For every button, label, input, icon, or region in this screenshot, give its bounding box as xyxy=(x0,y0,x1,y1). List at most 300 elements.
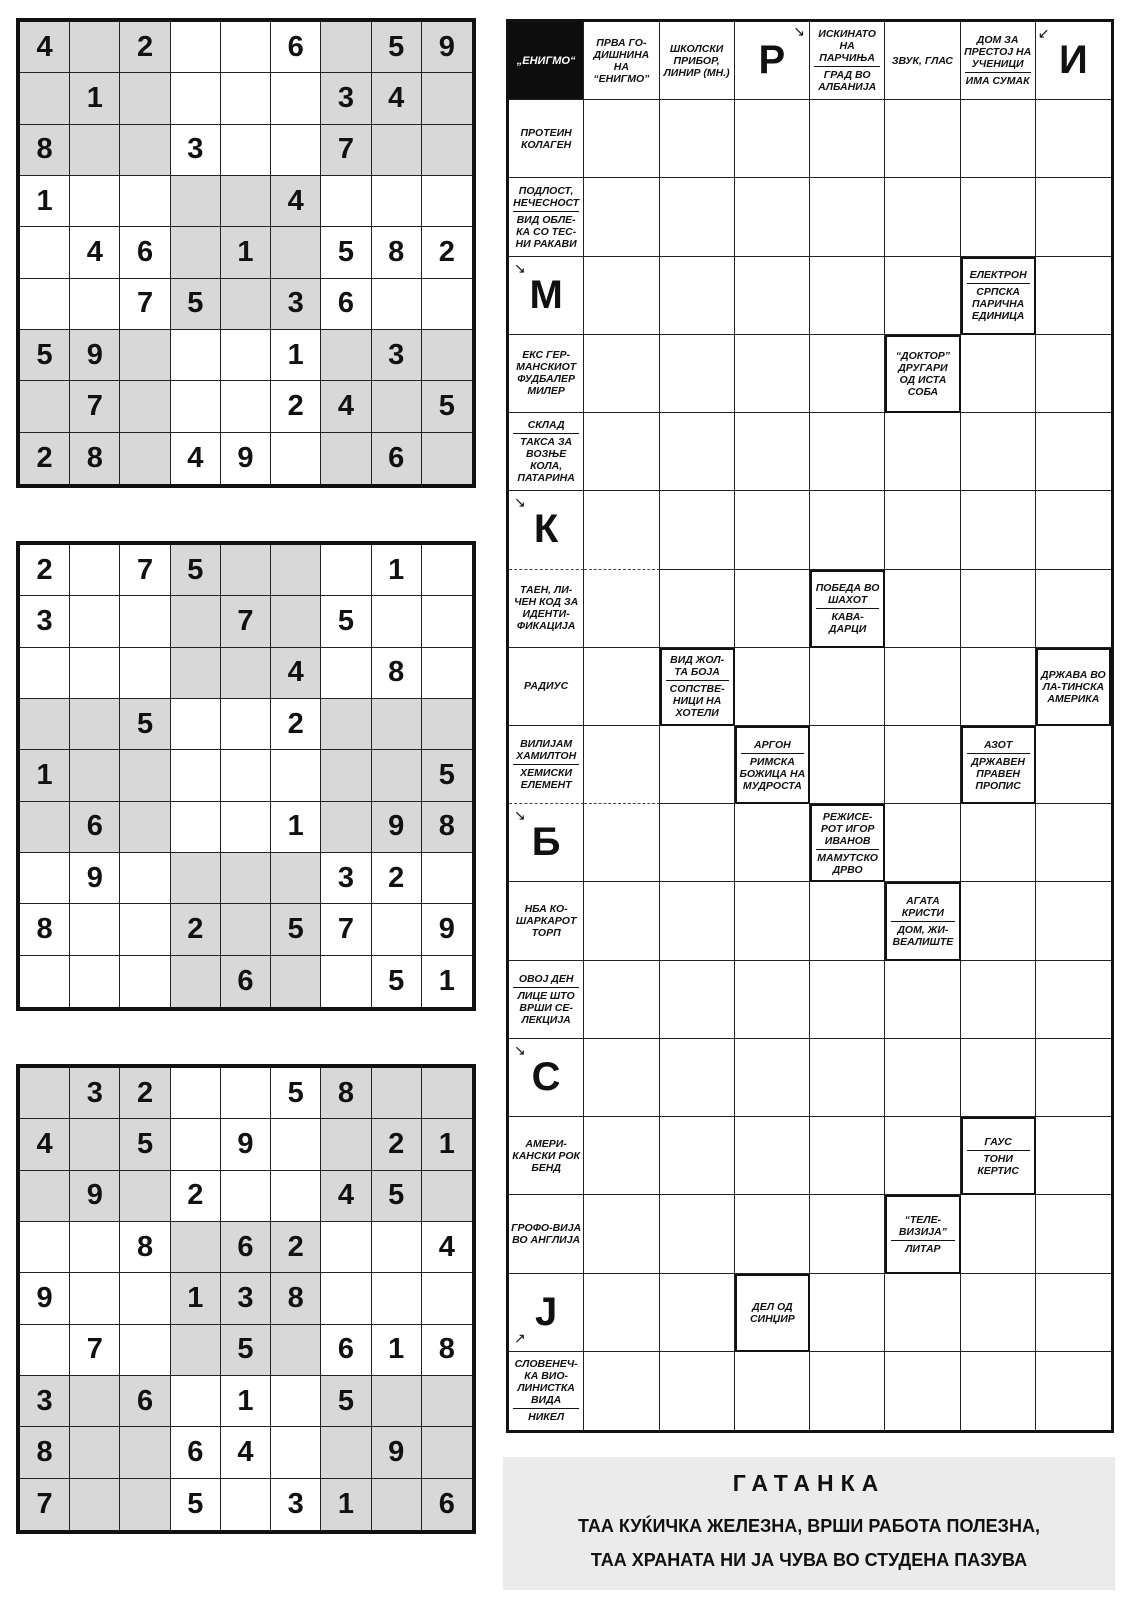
sudoku-cell[interactable]: 6 xyxy=(321,279,371,330)
sudoku-cell[interactable] xyxy=(271,596,321,647)
sudoku-cell[interactable]: 8 xyxy=(422,802,472,853)
sudoku-cell[interactable]: 5 xyxy=(321,227,371,278)
sudoku-cell[interactable]: 5 xyxy=(120,1119,170,1170)
sudoku-cell[interactable] xyxy=(372,1222,422,1273)
answer-cell[interactable] xyxy=(1036,257,1111,335)
sudoku-cell[interactable]: 4 xyxy=(321,1171,371,1222)
answer-cell[interactable] xyxy=(735,178,810,256)
sudoku-cell[interactable] xyxy=(422,699,472,750)
sudoku-cell[interactable]: 2 xyxy=(171,1171,221,1222)
sudoku-cell[interactable] xyxy=(422,853,472,904)
sudoku-cell[interactable]: 6 xyxy=(321,1325,371,1376)
sudoku-cell[interactable]: 4 xyxy=(422,1222,472,1273)
sudoku-cell[interactable] xyxy=(372,1273,422,1324)
answer-cell[interactable] xyxy=(885,257,960,335)
sudoku-cell[interactable]: 3 xyxy=(321,73,371,124)
sudoku-cell[interactable]: 9 xyxy=(221,433,271,484)
sudoku-cell[interactable] xyxy=(120,330,170,381)
sudoku-cell[interactable] xyxy=(20,699,70,750)
answer-cell[interactable] xyxy=(961,570,1036,648)
sudoku-cell[interactable] xyxy=(422,176,472,227)
sudoku-cell[interactable]: 7 xyxy=(70,1325,120,1376)
sudoku-cell[interactable] xyxy=(221,853,271,904)
sudoku-cell[interactable]: 8 xyxy=(372,648,422,699)
answer-cell[interactable] xyxy=(660,335,735,413)
sudoku-cell[interactable]: 5 xyxy=(321,1376,371,1427)
sudoku-cell[interactable] xyxy=(20,1171,70,1222)
sudoku-cell[interactable] xyxy=(70,699,120,750)
sudoku-cell[interactable] xyxy=(422,125,472,176)
answer-cell[interactable] xyxy=(810,1352,885,1430)
sudoku-cell[interactable]: 2 xyxy=(20,545,70,596)
sudoku-cell[interactable] xyxy=(120,596,170,647)
photo-cell[interactable] xyxy=(584,100,659,178)
answer-cell[interactable] xyxy=(961,335,1036,413)
sudoku-cell[interactable]: 2 xyxy=(271,381,321,432)
sudoku-cell[interactable]: 2 xyxy=(20,433,70,484)
answer-cell[interactable] xyxy=(1036,882,1111,960)
answer-cell[interactable] xyxy=(1036,1117,1111,1195)
photo-cell[interactable] xyxy=(584,1117,659,1195)
sudoku-cell[interactable]: 9 xyxy=(372,1427,422,1478)
sudoku-cell[interactable]: 8 xyxy=(422,1325,472,1376)
sudoku-cell[interactable] xyxy=(171,853,221,904)
sudoku-cell[interactable]: 2 xyxy=(422,227,472,278)
sudoku-cell[interactable] xyxy=(20,1325,70,1376)
sudoku-cell[interactable]: 6 xyxy=(221,1222,271,1273)
answer-cell[interactable] xyxy=(1036,1352,1111,1430)
sudoku-cell[interactable]: 6 xyxy=(70,802,120,853)
answer-cell[interactable] xyxy=(961,1352,1036,1430)
answer-cell[interactable] xyxy=(660,570,735,648)
sudoku-cell[interactable]: 6 xyxy=(171,1427,221,1478)
answer-cell[interactable] xyxy=(885,491,960,569)
answer-cell[interactable] xyxy=(885,804,960,882)
sudoku-cell[interactable]: 9 xyxy=(422,904,472,955)
sudoku-cell[interactable]: 8 xyxy=(20,904,70,955)
answer-cell[interactable] xyxy=(885,1039,960,1117)
sudoku-cell[interactable]: 5 xyxy=(321,596,371,647)
sudoku-cell[interactable] xyxy=(120,904,170,955)
sudoku-cell[interactable] xyxy=(120,381,170,432)
sudoku-cell[interactable] xyxy=(70,1273,120,1324)
answer-cell[interactable] xyxy=(810,413,885,491)
sudoku-cell[interactable]: 7 xyxy=(321,904,371,955)
sudoku-cell[interactable]: 3 xyxy=(321,853,371,904)
sudoku-cell[interactable]: 2 xyxy=(271,1222,321,1273)
sudoku-cell[interactable] xyxy=(422,596,472,647)
sudoku-cell[interactable]: 9 xyxy=(70,853,120,904)
sudoku-cell[interactable]: 6 xyxy=(120,1376,170,1427)
sudoku-cell[interactable] xyxy=(120,433,170,484)
sudoku-cell[interactable] xyxy=(422,433,472,484)
sudoku-cell[interactable] xyxy=(321,1273,371,1324)
answer-cell[interactable] xyxy=(961,804,1036,882)
sudoku-cell[interactable]: 7 xyxy=(120,545,170,596)
sudoku-cell[interactable] xyxy=(171,176,221,227)
sudoku-cell[interactable] xyxy=(171,1068,221,1119)
answer-cell[interactable] xyxy=(961,1195,1036,1273)
sudoku-cell[interactable] xyxy=(70,22,120,73)
answer-cell[interactable] xyxy=(810,1274,885,1352)
answer-cell[interactable] xyxy=(660,491,735,569)
answer-cell[interactable] xyxy=(735,1039,810,1117)
sudoku-cell[interactable] xyxy=(372,381,422,432)
sudoku-cell[interactable] xyxy=(422,1068,472,1119)
sudoku-cell[interactable] xyxy=(20,802,70,853)
sudoku-cell[interactable] xyxy=(120,1325,170,1376)
sudoku-cell[interactable]: 3 xyxy=(271,1479,321,1530)
sudoku-cell[interactable]: 4 xyxy=(372,73,422,124)
sudoku-cell[interactable] xyxy=(20,381,70,432)
sudoku-cell[interactable] xyxy=(221,381,271,432)
sudoku-cell[interactable] xyxy=(70,545,120,596)
answer-cell[interactable] xyxy=(1036,1274,1111,1352)
answer-cell[interactable] xyxy=(961,491,1036,569)
sudoku-cell[interactable] xyxy=(171,381,221,432)
answer-cell[interactable] xyxy=(660,1195,735,1273)
sudoku-cell[interactable] xyxy=(20,73,70,124)
sudoku-cell[interactable]: 3 xyxy=(171,125,221,176)
sudoku-cell[interactable] xyxy=(120,1171,170,1222)
sudoku-cell[interactable] xyxy=(422,279,472,330)
sudoku-cell[interactable]: 9 xyxy=(70,1171,120,1222)
sudoku-cell[interactable]: 6 xyxy=(271,22,321,73)
sudoku-cell[interactable] xyxy=(321,1119,371,1170)
photo-cell[interactable] xyxy=(584,257,659,335)
answer-cell[interactable] xyxy=(660,413,735,491)
sudoku-cell[interactable]: 1 xyxy=(372,1325,422,1376)
sudoku-cell[interactable] xyxy=(271,1376,321,1427)
answer-cell[interactable] xyxy=(1036,961,1111,1039)
sudoku-cell[interactable]: 5 xyxy=(171,1479,221,1530)
sudoku-cell[interactable]: 1 xyxy=(221,227,271,278)
sudoku-cell[interactable] xyxy=(120,802,170,853)
answer-cell[interactable] xyxy=(810,882,885,960)
sudoku-cell[interactable]: 5 xyxy=(20,330,70,381)
answer-cell[interactable] xyxy=(810,1117,885,1195)
sudoku-cell[interactable]: 5 xyxy=(271,1068,321,1119)
answer-cell[interactable] xyxy=(735,1352,810,1430)
answer-cell[interactable] xyxy=(1036,726,1111,804)
sudoku-cell[interactable]: 1 xyxy=(438,964,455,997)
sudoku-cell[interactable] xyxy=(70,1479,120,1530)
sudoku-cell[interactable] xyxy=(221,699,271,750)
sudoku-cell[interactable] xyxy=(20,227,70,278)
sudoku-cell[interactable] xyxy=(422,1376,472,1427)
answer-cell[interactable] xyxy=(961,178,1036,256)
sudoku-cell[interactable] xyxy=(221,750,271,801)
sudoku-cell[interactable] xyxy=(20,648,70,699)
sudoku-cell[interactable]: 4 xyxy=(20,1119,70,1170)
answer-cell[interactable] xyxy=(885,570,960,648)
sudoku-cell[interactable] xyxy=(372,904,422,955)
sudoku-cell[interactable]: 9 xyxy=(372,802,422,853)
sudoku-cell[interactable] xyxy=(422,1427,472,1478)
answer-cell[interactable] xyxy=(885,726,960,804)
sudoku-cell[interactable] xyxy=(271,853,321,904)
sudoku-cell[interactable] xyxy=(171,956,221,1007)
sudoku-cell[interactable] xyxy=(321,648,371,699)
answer-cell[interactable] xyxy=(885,648,960,726)
sudoku-cell[interactable]: 1 xyxy=(271,802,321,853)
answer-cell[interactable] xyxy=(660,257,735,335)
sudoku-cell[interactable]: 9 xyxy=(70,330,120,381)
sudoku-cell[interactable]: 8 xyxy=(20,1427,70,1478)
answer-cell[interactable] xyxy=(885,413,960,491)
sudoku-cell[interactable] xyxy=(221,648,271,699)
sudoku-cell[interactable]: 1 xyxy=(422,1119,472,1170)
answer-cell[interactable] xyxy=(735,100,810,178)
sudoku-cell[interactable]: 8 xyxy=(70,433,120,484)
sudoku-cell[interactable] xyxy=(171,750,221,801)
sudoku-cell[interactable] xyxy=(171,227,221,278)
sudoku-cell[interactable]: 6 xyxy=(372,433,422,484)
answer-cell[interactable] xyxy=(660,961,735,1039)
answer-cell[interactable] xyxy=(735,961,810,1039)
answer-cell[interactable] xyxy=(660,1352,735,1430)
answer-cell[interactable] xyxy=(660,178,735,256)
answer-cell[interactable] xyxy=(885,178,960,256)
sudoku-cell[interactable] xyxy=(20,956,70,1007)
answer-cell[interactable] xyxy=(961,1274,1036,1352)
sudoku-cell[interactable] xyxy=(120,956,170,1007)
answer-cell[interactable] xyxy=(735,491,810,569)
answer-cell[interactable] xyxy=(660,726,735,804)
sudoku-cell[interactable] xyxy=(120,73,170,124)
sudoku-cell[interactable] xyxy=(20,853,70,904)
sudoku-cell[interactable]: 7 xyxy=(20,1479,70,1530)
sudoku-cell[interactable] xyxy=(120,750,170,801)
sudoku-cell[interactable]: 5 xyxy=(221,1325,271,1376)
sudoku-cell[interactable]: 9 xyxy=(221,1119,271,1170)
sudoku-cell[interactable]: 4 xyxy=(171,433,221,484)
sudoku-cell[interactable]: 6 xyxy=(422,1479,472,1530)
sudoku-cell[interactable] xyxy=(171,596,221,647)
answer-cell[interactable] xyxy=(735,648,810,726)
answer-cell[interactable] xyxy=(885,1274,960,1352)
sudoku-cell[interactable] xyxy=(221,22,271,73)
answer-cell[interactable] xyxy=(1036,570,1111,648)
sudoku-cell[interactable]: 6 xyxy=(221,956,271,1007)
sudoku-cell[interactable]: 3 xyxy=(20,1376,70,1427)
photo-cell[interactable] xyxy=(584,1352,659,1430)
sudoku-cell[interactable] xyxy=(321,1427,371,1478)
sudoku-cell[interactable] xyxy=(271,545,321,596)
sudoku-cell[interactable]: 4 xyxy=(20,22,70,73)
answer-cell[interactable] xyxy=(961,648,1036,726)
sudoku-cell[interactable] xyxy=(372,125,422,176)
sudoku-cell[interactable] xyxy=(120,1479,170,1530)
sudoku-cell[interactable] xyxy=(171,1325,221,1376)
photo-cell[interactable] xyxy=(584,1274,659,1352)
photo-cell[interactable] xyxy=(584,413,659,491)
answer-cell[interactable] xyxy=(735,413,810,491)
photo-cell[interactable] xyxy=(584,335,659,413)
sudoku-cell[interactable]: 3 xyxy=(70,1068,120,1119)
sudoku-cell[interactable] xyxy=(20,1222,70,1273)
photo-cell[interactable] xyxy=(584,726,659,804)
sudoku-cell[interactable]: 7 xyxy=(321,125,371,176)
sudoku-cell[interactable] xyxy=(372,699,422,750)
sudoku-cell[interactable] xyxy=(171,330,221,381)
answer-cell[interactable] xyxy=(735,335,810,413)
answer-cell[interactable] xyxy=(810,1195,885,1273)
sudoku-cell[interactable] xyxy=(70,176,120,227)
answer-cell[interactable] xyxy=(961,100,1036,178)
sudoku-cell[interactable] xyxy=(221,176,271,227)
sudoku-cell[interactable]: 1 xyxy=(271,330,321,381)
sudoku-cell[interactable]: 3 xyxy=(20,596,70,647)
sudoku-cell[interactable]: 1 xyxy=(372,545,422,596)
sudoku-cell[interactable]: 5 xyxy=(422,381,472,432)
answer-cell[interactable] xyxy=(660,882,735,960)
sudoku-cell[interactable]: 5 xyxy=(422,750,472,801)
sudoku-cell[interactable] xyxy=(120,853,170,904)
sudoku-cell[interactable] xyxy=(171,1222,221,1273)
sudoku-cell[interactable] xyxy=(372,1479,422,1530)
sudoku-cell[interactable] xyxy=(171,1376,221,1427)
sudoku-cell[interactable] xyxy=(271,1171,321,1222)
sudoku-cell[interactable] xyxy=(120,125,170,176)
answer-cell[interactable] xyxy=(810,648,885,726)
answer-cell[interactable] xyxy=(810,178,885,256)
answer-cell[interactable] xyxy=(810,335,885,413)
answer-cell[interactable] xyxy=(1036,491,1111,569)
sudoku-cell[interactable] xyxy=(171,73,221,124)
photo-cell[interactable] xyxy=(584,882,659,960)
sudoku-cell[interactable]: 5 xyxy=(372,22,422,73)
sudoku-cell[interactable] xyxy=(271,956,321,1007)
sudoku-cell[interactable] xyxy=(271,750,321,801)
sudoku-cell[interactable]: 8 xyxy=(372,227,422,278)
sudoku-cell[interactable] xyxy=(271,1427,321,1478)
photo-cell[interactable] xyxy=(584,961,659,1039)
sudoku-cell[interactable]: 1 xyxy=(20,176,70,227)
sudoku-cell[interactable] xyxy=(321,545,371,596)
sudoku-cell[interactable]: 8 xyxy=(321,1068,371,1119)
sudoku-cell[interactable]: 2 xyxy=(372,853,422,904)
answer-cell[interactable] xyxy=(885,1117,960,1195)
photo-cell[interactable] xyxy=(584,648,659,726)
sudoku-cell[interactable]: 8 xyxy=(20,125,70,176)
sudoku-cell[interactable] xyxy=(321,22,371,73)
sudoku-cell[interactable]: 2 xyxy=(372,1119,422,1170)
sudoku-cell[interactable] xyxy=(321,699,371,750)
sudoku-cell[interactable]: 1 xyxy=(171,1273,221,1324)
answer-cell[interactable] xyxy=(1036,1195,1111,1273)
answer-cell[interactable] xyxy=(961,882,1036,960)
answer-cell[interactable] xyxy=(1036,1039,1111,1117)
answer-cell[interactable] xyxy=(810,726,885,804)
photo-cell[interactable] xyxy=(584,491,659,569)
sudoku-cell[interactable]: 7 xyxy=(70,381,120,432)
sudoku-cell[interactable] xyxy=(171,22,221,73)
answer-cell[interactable] xyxy=(1036,178,1111,256)
sudoku-cell[interactable] xyxy=(20,279,70,330)
sudoku-cell[interactable]: 5 xyxy=(120,699,170,750)
photo-cell[interactable] xyxy=(584,804,659,882)
sudoku-cell[interactable]: 5 xyxy=(271,904,321,955)
answer-cell[interactable] xyxy=(735,804,810,882)
sudoku-cell[interactable] xyxy=(422,330,472,381)
sudoku-cell[interactable] xyxy=(422,1273,472,1324)
sudoku-cell[interactable] xyxy=(70,648,120,699)
answer-cell[interactable] xyxy=(735,1195,810,1273)
sudoku-cell[interactable] xyxy=(221,1171,271,1222)
photo-cell[interactable] xyxy=(584,178,659,256)
answer-cell[interactable] xyxy=(810,491,885,569)
answer-cell[interactable] xyxy=(1036,413,1111,491)
sudoku-cell[interactable] xyxy=(271,125,321,176)
sudoku-cell[interactable]: 1 xyxy=(321,1479,371,1530)
sudoku-cell[interactable] xyxy=(221,73,271,124)
sudoku-cell[interactable] xyxy=(70,279,120,330)
sudoku-cell[interactable] xyxy=(271,1325,321,1376)
sudoku-cell[interactable] xyxy=(171,648,221,699)
answer-cell[interactable] xyxy=(885,100,960,178)
sudoku-cell[interactable] xyxy=(321,176,371,227)
answer-cell[interactable] xyxy=(810,100,885,178)
answer-cell[interactable] xyxy=(660,100,735,178)
sudoku-cell[interactable] xyxy=(221,1068,271,1119)
sudoku-cell[interactable] xyxy=(120,176,170,227)
sudoku-cell[interactable]: 5 xyxy=(171,279,221,330)
sudoku-cell[interactable] xyxy=(221,1479,271,1530)
answer-cell[interactable] xyxy=(735,1117,810,1195)
sudoku-cell[interactable]: 9 xyxy=(20,1273,70,1324)
answer-cell[interactable] xyxy=(961,961,1036,1039)
sudoku-cell[interactable] xyxy=(70,125,120,176)
answer-cell[interactable] xyxy=(1036,100,1111,178)
sudoku-cell[interactable]: 7 xyxy=(120,279,170,330)
sudoku-cell[interactable]: 6 xyxy=(120,227,170,278)
sudoku-cell[interactable] xyxy=(20,1068,70,1119)
answer-cell[interactable] xyxy=(1036,335,1111,413)
sudoku-cell[interactable] xyxy=(221,279,271,330)
answer-cell[interactable] xyxy=(961,413,1036,491)
answer-cell[interactable] xyxy=(735,257,810,335)
photo-cell[interactable] xyxy=(584,1195,659,1273)
sudoku-cell[interactable] xyxy=(321,330,371,381)
sudoku-cell[interactable] xyxy=(70,1222,120,1273)
sudoku-cell[interactable] xyxy=(422,1171,472,1222)
sudoku-cell[interactable] xyxy=(70,1427,120,1478)
sudoku-cell[interactable] xyxy=(422,73,472,124)
sudoku-cell[interactable]: 5 xyxy=(372,1171,422,1222)
sudoku-cell[interactable] xyxy=(171,1119,221,1170)
sudoku-cell[interactable] xyxy=(221,330,271,381)
sudoku-cell[interactable] xyxy=(422,648,472,699)
sudoku-cell[interactable]: 2 xyxy=(171,904,221,955)
sudoku-cell[interactable] xyxy=(171,802,221,853)
sudoku-cell[interactable] xyxy=(70,956,120,1007)
answer-cell[interactable] xyxy=(660,1039,735,1117)
sudoku-cell[interactable] xyxy=(221,904,271,955)
sudoku-cell[interactable]: 7 xyxy=(221,596,271,647)
photo-cell[interactable] xyxy=(584,570,659,648)
sudoku-cell[interactable]: 8 xyxy=(271,1273,321,1324)
answer-cell[interactable] xyxy=(810,961,885,1039)
sudoku-cell[interactable] xyxy=(321,956,371,1007)
sudoku-cell[interactable]: 1 xyxy=(221,1376,271,1427)
sudoku-cell[interactable] xyxy=(271,227,321,278)
sudoku-cell[interactable]: 5 xyxy=(171,545,221,596)
sudoku-cell[interactable]: 5 xyxy=(372,956,422,1007)
answer-cell[interactable] xyxy=(735,570,810,648)
sudoku-cell[interactable] xyxy=(120,1427,170,1478)
sudoku-cell[interactable]: 4 xyxy=(271,176,321,227)
